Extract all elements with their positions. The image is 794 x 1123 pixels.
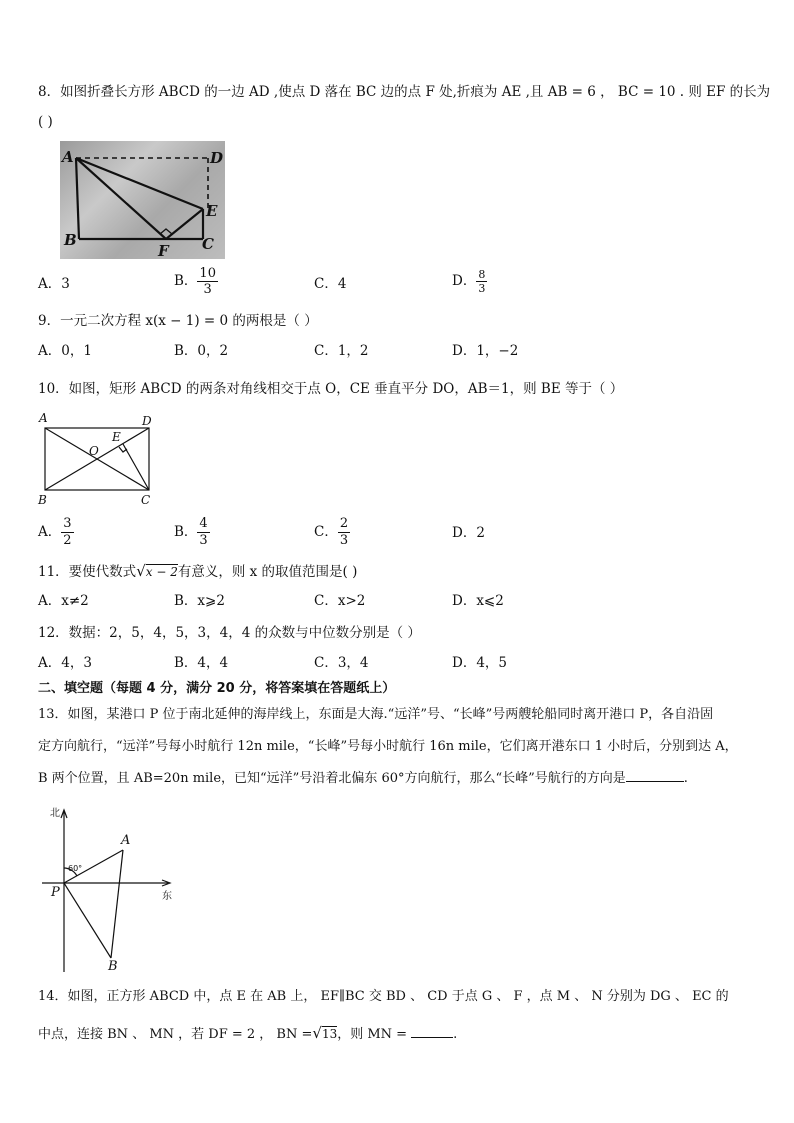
q8-fig-label-c: C	[202, 235, 214, 253]
q10-option-a-numerator: 3	[63, 516, 72, 531]
q10-fig-label-b: B	[38, 493, 47, 507]
q11-option-a: A．x≠2	[38, 593, 89, 609]
q13-fig-label-a: A	[121, 833, 131, 848]
q10-option-b-numerator: 4	[199, 516, 208, 531]
q13-stem-line1: 13．如图，某港口 P 位于南北延伸的海岸线上，东面是大海.“远洋”号、“长峰”号两艘轮船同时离开港口 P，各自沿固	[38, 707, 714, 722]
q10-option-c	[314, 516, 350, 549]
q12-option-d: D．4，5	[452, 655, 508, 671]
q8-option-d-denominator: 3	[478, 282, 486, 295]
q11-radicand: x − 2	[145, 565, 178, 579]
q11-option-c: C．x>2	[314, 593, 366, 609]
q8-fig-label-e: E	[206, 202, 218, 220]
q14-sqrt-sign: √	[312, 1024, 322, 1042]
q9-option-d: D．1，−2	[452, 343, 519, 359]
q8-option-d	[452, 268, 487, 295]
q12-option-a: A．4，3	[38, 655, 92, 671]
q13-stem-line3-text: B 两个位置，且 AB=20n mile，已知“远洋”号沿着北偏东 60°方向航行，那么“长峰”号航行的方向是	[38, 771, 626, 786]
q10-option-c-prefix: C．	[314, 524, 338, 540]
q8-option-d-numerator: 8	[478, 268, 486, 281]
q10-option-d: D．2	[452, 525, 485, 541]
q9-option-c: C．1，2	[314, 343, 369, 359]
q10-fig-label-d: D	[142, 414, 152, 428]
q10-fig-label-o: O	[89, 444, 99, 458]
q12-option-b: B．4，4	[174, 655, 229, 671]
q10-fig-label-a: A	[39, 411, 48, 425]
q11-option-d: D．x⩽2	[452, 593, 504, 609]
q9-option-a: A．0，1	[38, 343, 92, 359]
q9-stem: 9．一元二次方程 x(x − 1) = 0 的两根是（ ）	[38, 313, 318, 329]
q13-stem-line3	[38, 769, 688, 788]
q14-stem-line1: 14．如图，正方形 ABCD 中，点 E 在 AB 上， EF∥BC 交 BD 、 CD 于点 G 、 F ，点 M 、 N 分别为 DG 、 EC 的	[38, 989, 729, 1004]
q13-answer-blank[interactable]	[626, 769, 684, 782]
q12-stem: 12．数据：2，5，4，5，3，4，4 的众数与中位数分别是（ ）	[38, 625, 421, 641]
q8-fig-label-a: A	[62, 148, 74, 166]
q8-option-b-prefix: B．	[174, 273, 198, 289]
q10-option-c-denominator: 3	[339, 533, 349, 548]
section-heading-fill-in: 二、填空题（每题 4 分，满分 20 分，将答案填在答题纸上）	[38, 681, 396, 696]
q14-stem-line2	[38, 1024, 457, 1044]
q10-option-a-denominator: 2	[63, 533, 72, 548]
q8-option-b	[174, 266, 218, 297]
q11-sqrt-sign: √	[136, 562, 146, 580]
q8-option-a: A．3	[38, 276, 70, 292]
q13-figure	[38, 802, 178, 977]
q9-option-b: B．0，2	[174, 343, 229, 359]
q14-stem-line2-text: 中点，连接 BN 、 MN ，若 DF = 2 ， BN =	[38, 1027, 313, 1042]
q14-radicand: 13	[321, 1027, 338, 1041]
q10-option-a-prefix: A．	[38, 524, 62, 540]
q8-answer-paren: ( )	[38, 114, 53, 130]
q13-fig-label-angle: 60°	[68, 864, 83, 873]
q10-fig-label-e: E	[112, 430, 121, 444]
q8-fig-label-d: D	[210, 149, 224, 167]
q10-option-b-prefix: B．	[174, 524, 198, 540]
q10-option-c-numerator: 2	[339, 516, 349, 531]
q10-option-a	[38, 516, 74, 549]
q10-option-b	[174, 516, 210, 549]
q8-option-b-numerator: 10	[199, 266, 216, 281]
q14-stem-line2-end: .	[453, 1027, 458, 1042]
q8-fig-label-f: F	[158, 242, 169, 259]
q13-fig-label-b: B	[108, 959, 118, 974]
q10-stem: 10．如图，矩形 ABCD 的两条对角线相交于点 O，CE 垂直平分 DO，AB＝1，则 BE 等于（ ）	[38, 381, 624, 397]
q8-figure	[60, 141, 225, 259]
q11-stem	[38, 562, 357, 581]
q11-stem-prefix: 11．要使代数式	[38, 564, 137, 580]
q8-stem-line1: 8．如图折叠长方形 ABCD 的一边 AD ,使点 D 落在 BC 边的点 F 处,折痕为 AE ,且 AB = 6 ， BC = 10 . 则 EF 的长为	[38, 84, 771, 100]
q13-fig-label-east: 东	[162, 891, 172, 902]
q12-option-c: C．3，4	[314, 655, 369, 671]
q13-fig-label-north: 北	[50, 808, 60, 819]
q14-stem-line2-mid: ，则 MN =	[337, 1027, 408, 1042]
q13-fig-label-p: P	[51, 885, 60, 900]
q8-fig-label-b: B	[64, 231, 77, 249]
q8-option-d-prefix: D．	[452, 273, 477, 289]
q11-stem-suffix: 有意义，则 x 的取值范围是( )	[177, 564, 358, 580]
q13-stem-line2: 定方向航行，“远洋”号每小时航行 12n mile，“长峰”号每小时航行 16n mile，它们离开港东口 1 小时后，分别到达 A，	[38, 739, 738, 754]
q14-answer-blank[interactable]	[411, 1025, 453, 1038]
q10-option-b-denominator: 3	[199, 533, 208, 548]
q11-option-b: B．x⩾2	[174, 593, 225, 609]
q8-option-b-denominator: 3	[203, 282, 212, 297]
q8-option-c: C．4	[314, 276, 347, 292]
q13-stem-line3-end: .	[683, 771, 688, 786]
q10-figure	[34, 408, 164, 508]
q10-fig-label-c: C	[141, 493, 151, 507]
